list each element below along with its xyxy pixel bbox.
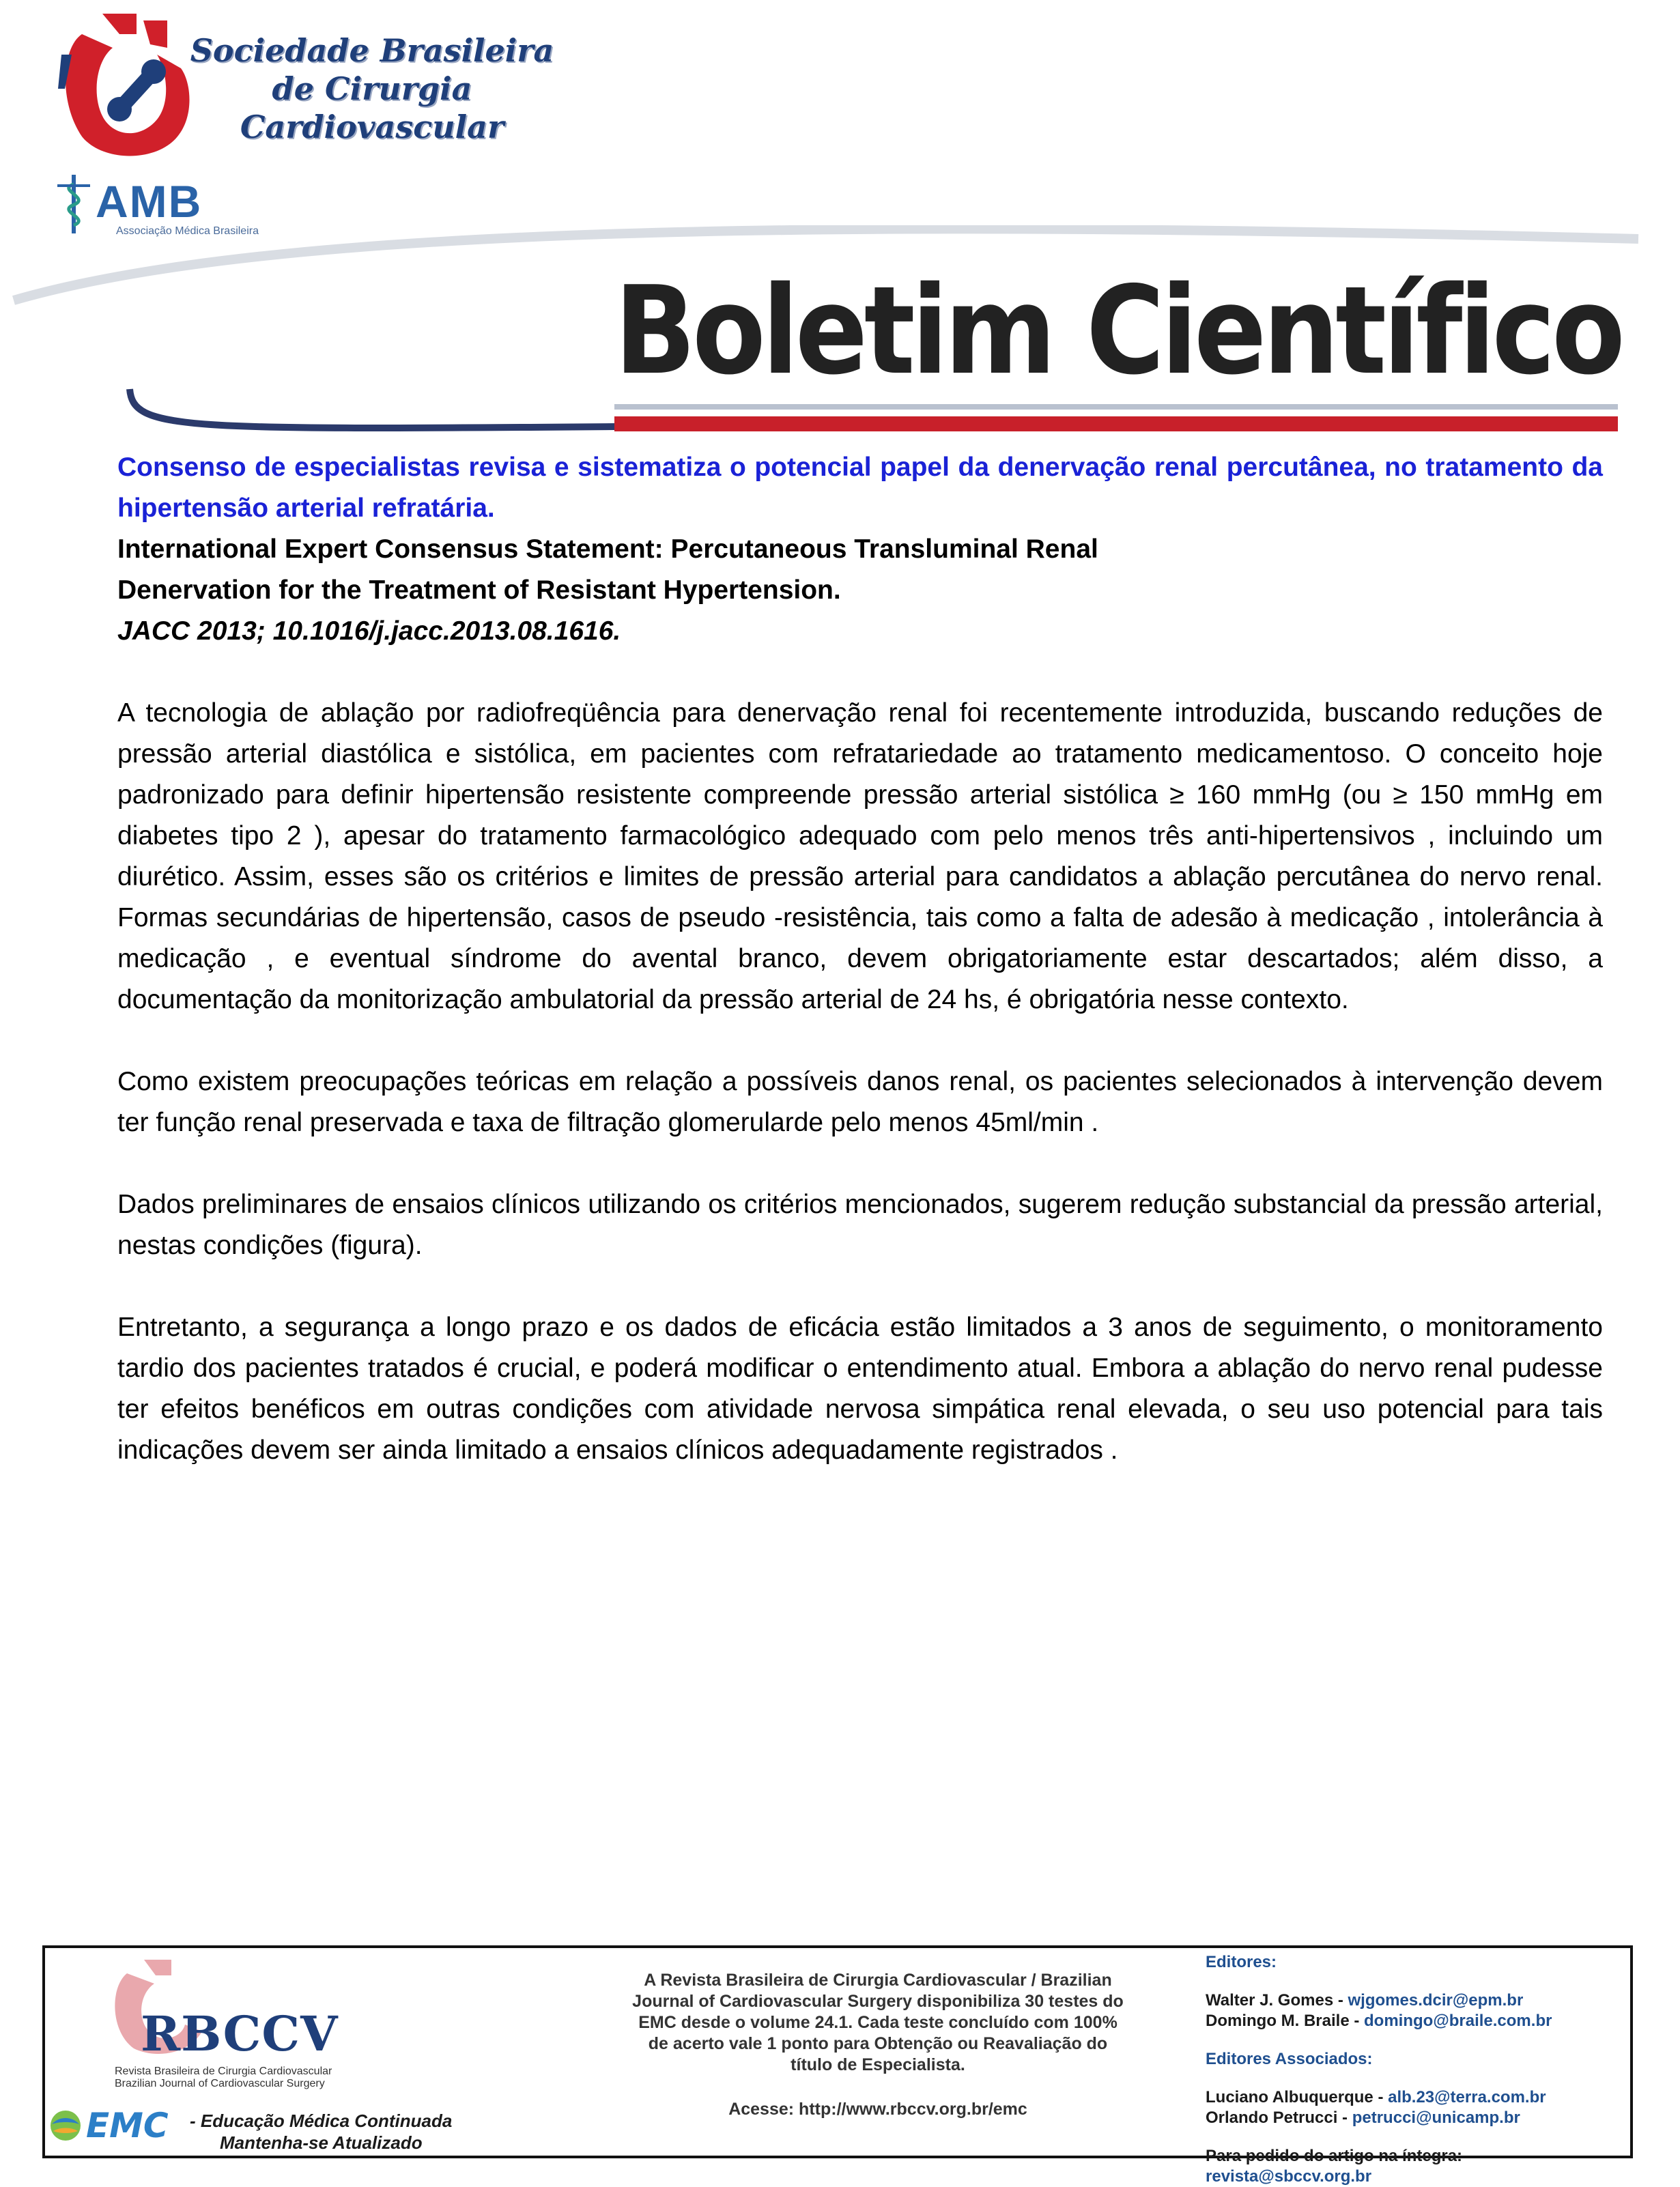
amb-wordmark: AMB xyxy=(96,176,203,227)
paragraph-4: Entretanto, a segurança a longo prazo e os dados de eficácia estão limitados a 3 anos de seguimento, o monitoramento tardio dos pacientes tratados é crucial, e poderá modificar o entendimento atual. Embora a ablação do nervo renal pudesse ter efeitos benéficos em outras condições com atividade nervosa simpática renal elevada, o seu uso potencial para tais indicações devem ser ainda limitado a ensaios clínicos adequadamente registrados . xyxy=(117,1313,1603,1465)
footer-info-line-5: título de Especialista. xyxy=(791,2055,965,2074)
article-headline: Consenso de especialistas revisa e sistematiza o potencial papel da denervação renal percutânea, no tratamento da hipertensão arterial refratária. xyxy=(117,453,1603,523)
assoc-editor-email-link[interactable]: petrucci@unicamp.br xyxy=(1352,2109,1520,2127)
rbccv-description xyxy=(115,2066,332,2090)
emc-tagline-2: Mantenha-se Atualizado xyxy=(220,2132,423,2153)
reference-title-line-2: Denervation for the Treatment of Resistant Hypertension. xyxy=(117,575,841,605)
paragraph-3: Dados preliminares de ensaios clínicos utilizando os critérios mencionados, sugerem redução substancial da pressão arterial, nestas condições (figura). xyxy=(117,1190,1603,1260)
reference-title-line-1: International Expert Consensus Statement: Percutaneous Transluminal Renal xyxy=(117,534,1098,564)
emc-logo xyxy=(49,2106,527,2154)
editor-name: Domingo M. Braile - xyxy=(1206,2012,1365,2030)
assoc-editor-name: Orlando Petrucci - xyxy=(1206,2109,1352,2127)
acesse-link[interactable]: http://www.rbccv.org.br/emc xyxy=(799,2100,1027,2119)
society-name xyxy=(167,31,577,146)
footer-info-line-3: EMC desde o volume 24.1. Cada teste concluído com 100% xyxy=(638,2013,1117,2032)
footer-editors xyxy=(1206,1952,1629,2187)
editors-header: Editores: xyxy=(1206,1953,1277,1971)
rbccv-desc-line-2: Brazilian Journal of Cardiovascular Surgery xyxy=(115,2078,325,2089)
footer-emc-info xyxy=(591,1970,1165,2120)
order-text: Para pedido do artigo na íntegra: xyxy=(1206,2147,1463,2165)
paragraph-2: Como existem preocupações teóricas em relação a possíveis danos renal, os pacientes selecionados à intervenção devem ter função renal preservada e taxa de filtração glomerularde pelo menos 45ml/min . xyxy=(117,1067,1603,1137)
society-name-line-1: Sociedade Brasileira xyxy=(190,32,554,69)
editor-email-link[interactable]: wjgomes.dcir@epm.br xyxy=(1348,1991,1524,2010)
footer-info-line-1: A Revista Brasileira de Cirurgia Cardiovascular / Brazilian xyxy=(644,1971,1112,1990)
assoc-editor-row xyxy=(1206,2108,1629,2128)
citation: JACC 2013; 10.1016/j.jacc.2013.08.1616. xyxy=(117,616,621,646)
editor-email-link[interactable]: domingo@braile.com.br xyxy=(1364,2012,1552,2030)
bulletin-title: Boletim Científico xyxy=(614,260,1622,401)
emc-wordmark: EMC xyxy=(86,2106,169,2145)
footer-info-line-4: de acerto vale 1 ponto para Obtenção ou Reavaliação do xyxy=(648,2034,1108,2053)
rbccv-logo xyxy=(66,1956,448,2089)
assoc-editors-header: Editores Associados: xyxy=(1206,2050,1373,2068)
footer-acesse xyxy=(591,2099,1165,2120)
order-email-link[interactable]: revista@sbccv.org.br xyxy=(1206,2167,1372,2186)
assoc-editor-email-link[interactable]: alb.23@terra.com.br xyxy=(1388,2088,1546,2106)
sbccv-logo xyxy=(48,7,567,164)
assoc-editor-row xyxy=(1206,2087,1629,2108)
emc-tagline: - Educação Médica Continuada xyxy=(190,2111,453,2131)
editor-row xyxy=(1206,1990,1629,2011)
globe-icon xyxy=(49,2109,82,2142)
acesse-label: Acesse: xyxy=(728,2100,795,2119)
editor-name: Walter J. Gomes - xyxy=(1206,1991,1348,2010)
rbccv-wordmark: RBCCV xyxy=(141,2005,339,2062)
assoc-editor-name: Luciano Albuquerque - xyxy=(1206,2088,1389,2106)
editor-row xyxy=(1206,2011,1629,2031)
article xyxy=(117,447,1603,1471)
footer-info-line-2: Journal of Cardiovascular Surgery disponibiliza 30 testes do xyxy=(632,1992,1124,2011)
rbccv-desc-line-1: Revista Brasileira de Cirurgia Cardiovascular xyxy=(115,2066,332,2077)
society-name-line-2: de Cirurgia xyxy=(272,70,472,107)
amb-subtitle: Associação Médica Brasileira xyxy=(116,225,259,237)
paragraph-1: A tecnologia de ablação por radiofreqüência para denervação renal foi recentemente introduzida, buscando reduções de pressão arterial diastólica e sistólica, em pacientes com refratariedade ao tratamento medicamentoso. O conceito hoje padronizado para definir hipertensão resistente compreende pressão arterial sistólica ≥ 160 mmHg (ou ≥ 150 mmHg em diabetes tipo 2 ), apesar do tratamento farmacológico adequado com pelo menos três anti-hipertensivos , incluindo um diurético. Assim, esses são os critérios e limites de pressão arterial para candidatos a ablação percutânea do nervo renal. Formas secundárias de hipertensão, casos de pseudo -resistência, tais como a falta de adesão à medicação , intolerância à medicação , e eventual síndrome do avental branco, devem obrigatoriamente estar descartados; além disso, a documentação da monitorização ambulatorial da pressão arterial de 24 hs, é obrigatória nesse contexto. xyxy=(117,698,1603,1014)
society-name-line-3: Cardiovascular xyxy=(240,109,504,145)
footer-box xyxy=(42,1945,1633,2186)
